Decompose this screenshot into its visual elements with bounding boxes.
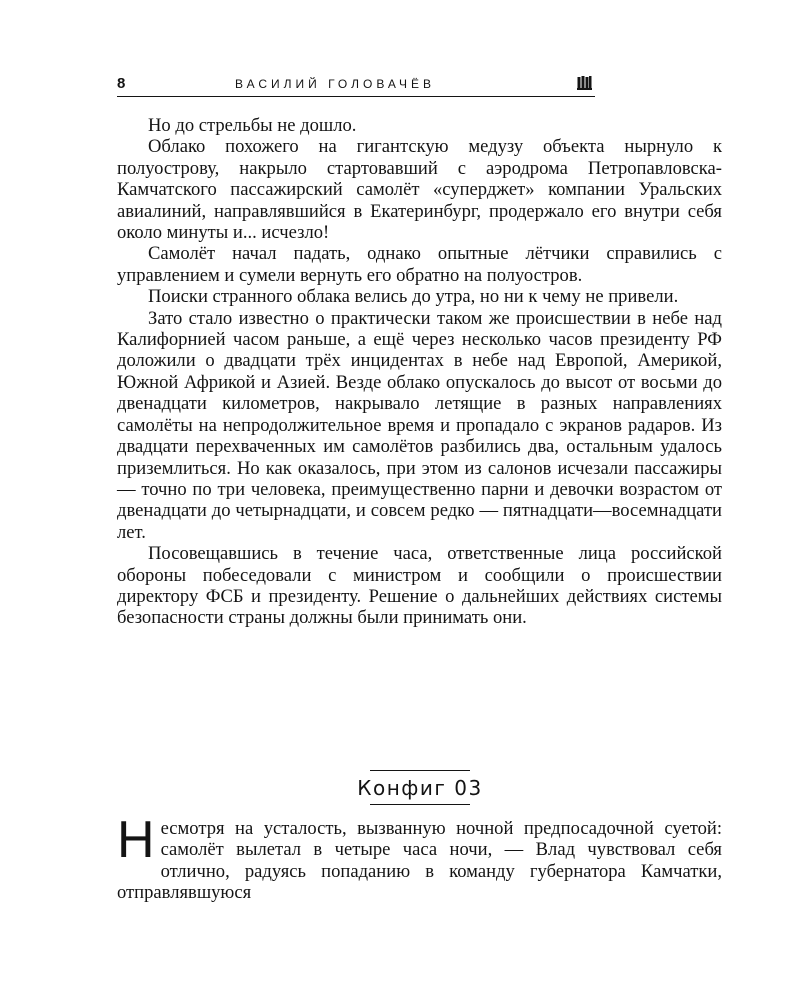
chapter-title: Конфиг 03 — [357, 776, 483, 800]
chapter-heading — [0, 770, 800, 805]
chapter-rule-bottom — [370, 804, 470, 805]
paragraph: Посовещавшись в течение часа, ответственные лица российской обороны побеседовали с министром и сообщили о происшествии директору ФСБ и президенту. Решение о дальнейших действиях системы безопасности страны должны были принимать они. — [117, 543, 722, 629]
paragraph: Облако похожего на гигантскую медузу объекта нырнуло к полуострову, накрыло стартовавший с аэродрома Петропавловска-Камчатского пассажирский самолёт «суперджет» компании Уральских авиалиний, направлявшийся в Екатеринбург, продержало его внутри себя около минуты и... исчезло! — [117, 136, 722, 244]
header-divider — [117, 96, 595, 97]
book-logo-icon — [577, 76, 592, 90]
paragraph: Поиски странного облака велись до утра, но ни к чему не привели. — [148, 286, 679, 308]
chapter-opening-text — [117, 811, 722, 904]
running-head-author: ВАСИЛИЙ ГОЛОВАЧЁВ — [235, 77, 436, 91]
paragraph: Самолёт начал падать, однако опытные лётчики справились с управлением и сумели вернуть его обратно на полуостров. — [117, 243, 722, 286]
paragraph: Зато стало известно о практически таком же происшествии в небе над Калифорнией часом раньше, а ещё через несколько часов президенту РФ доложили о двадцати трёх инцидентах в небе над Европой, Америкой, Южной Африкой и Азией. Везде облако опускалось до высот от восьми до двенадцати километров, накрывало летящие в разных направлениях самолёты на непродолжительное время и пропадало с экранов радаров. Из двадцати перехваченных им самолётов разбились два, остальным удалось приземлиться. Но как оказалось, при этом из салонов исчезали пассажиры — точно по три человека, преимущественно парни и девочки возрастом от двенадцати до четырнадцати, и совсем редко — пятнадцати—восемнадцати лет. — [117, 307, 722, 543]
chapter-first-paragraph — [117, 811, 722, 904]
body-text — [117, 115, 722, 629]
paragraph: Но до стрельбы не дошло. — [148, 115, 357, 136]
drop-cap: Н — [117, 811, 155, 869]
page-number: 8 — [117, 75, 126, 92]
chapter-opening-line: есмотря на усталость, вызванную ночной предпосадочной суетой: самолёт вылетал в четыре часа ночи, — Влад чувствовал себя отлично, радуясь попаданию в команду губернатора Камчатки, отправлявшуюся — [117, 818, 722, 904]
page-header — [117, 76, 592, 94]
